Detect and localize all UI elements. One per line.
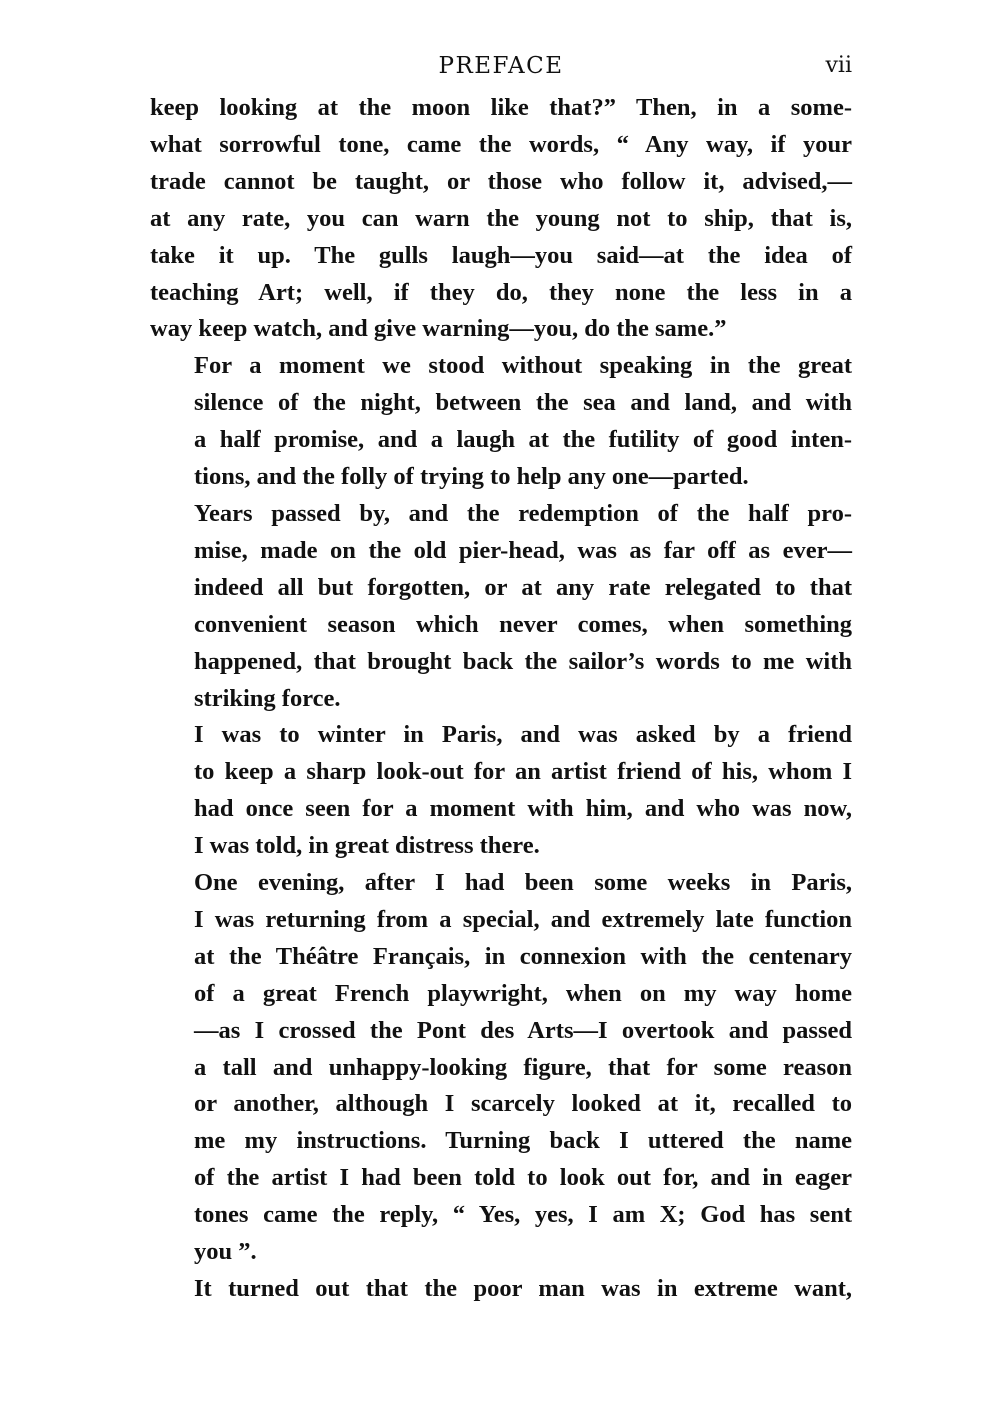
paragraph-5 xyxy=(150,865,852,1271)
text-line: convenient season which never comes, when something xyxy=(194,610,852,638)
text-line: I was to winter in Paris, and was asked by a friend xyxy=(194,721,852,749)
text-line: indeed all but forgotten, or at any rate relegated to that xyxy=(194,573,852,601)
text-line: striking force. xyxy=(194,684,341,712)
text-line: at any rate, you can warn the young not to ship, that is, xyxy=(150,204,852,232)
text-line: at the Théâtre Français, in connexion with the centenary xyxy=(194,942,852,970)
text-line: —as I crossed the Pont des Arts—I overtook and passed xyxy=(194,1016,852,1044)
text-line: It turned out that the poor man was in extreme want, xyxy=(194,1275,852,1302)
running-head xyxy=(150,50,852,90)
text-line: of the artist I had been told to look out for, and in eager xyxy=(194,1164,852,1192)
paragraph-6 xyxy=(150,1271,852,1308)
text-line: teaching Art; well, if they do, they none the less in a xyxy=(150,278,852,306)
text-line: I was returning from a special, and extremely late function xyxy=(194,905,852,933)
text-line: silence of the night, between the sea and land, and with xyxy=(194,389,852,417)
page-number: vii xyxy=(825,53,852,78)
text-line: to keep a sharp look-out for an artist friend of his, whom I xyxy=(194,758,852,786)
text-line: a tall and unhappy-looking figure, that for some reason xyxy=(194,1053,852,1081)
text-line: tions, and the folly of trying to help any one—parted. xyxy=(194,463,749,491)
text-line: had once seen for a moment with him, and who was now, xyxy=(194,795,852,823)
book-page xyxy=(150,50,852,1308)
text-line: happened, that brought back the sailor’s words to me with xyxy=(194,647,852,675)
text-line: For a moment we stood without speaking in the great xyxy=(194,352,852,380)
text-line: trade cannot be taught, or those who follow it, advised,— xyxy=(150,167,852,195)
body-text xyxy=(150,90,852,1308)
running-title: PREFACE xyxy=(438,53,564,79)
text-line: Years passed by, and the redemption of the half pro- xyxy=(194,499,852,527)
text-line: or another, although I scarcely looked at it, recalled to xyxy=(194,1090,852,1118)
text-line: take it up. The gulls laugh—you said—at the idea of xyxy=(150,241,852,269)
text-line: tones came the reply, “ Yes, yes, I am X; God has sent xyxy=(194,1201,852,1229)
text-line: a half promise, and a laugh at the futility of good inten- xyxy=(194,426,852,454)
text-line: of a great French playwright, when on my way home xyxy=(194,979,852,1007)
text-line: what sorrowful tone, came the words, “ Any way, if your xyxy=(150,130,852,158)
paragraph-1 xyxy=(150,90,852,348)
text-line: you ”. xyxy=(194,1238,257,1266)
text-line: mise, made on the old pier-head, was as far off as ever— xyxy=(194,536,852,564)
text-line: I was told, in great distress there. xyxy=(194,832,540,860)
paragraph-3 xyxy=(150,496,852,717)
text-line: keep looking at the moon like that?” Then, in a some- xyxy=(150,94,852,121)
paragraph-4 xyxy=(150,717,852,865)
text-line: way keep watch, and give warning—you, do the same.” xyxy=(150,315,727,343)
text-line: One evening, after I had been some weeks in Paris, xyxy=(194,869,852,897)
paragraph-2 xyxy=(150,348,852,496)
text-line: me my instructions. Turning back I uttered the name xyxy=(194,1127,852,1155)
